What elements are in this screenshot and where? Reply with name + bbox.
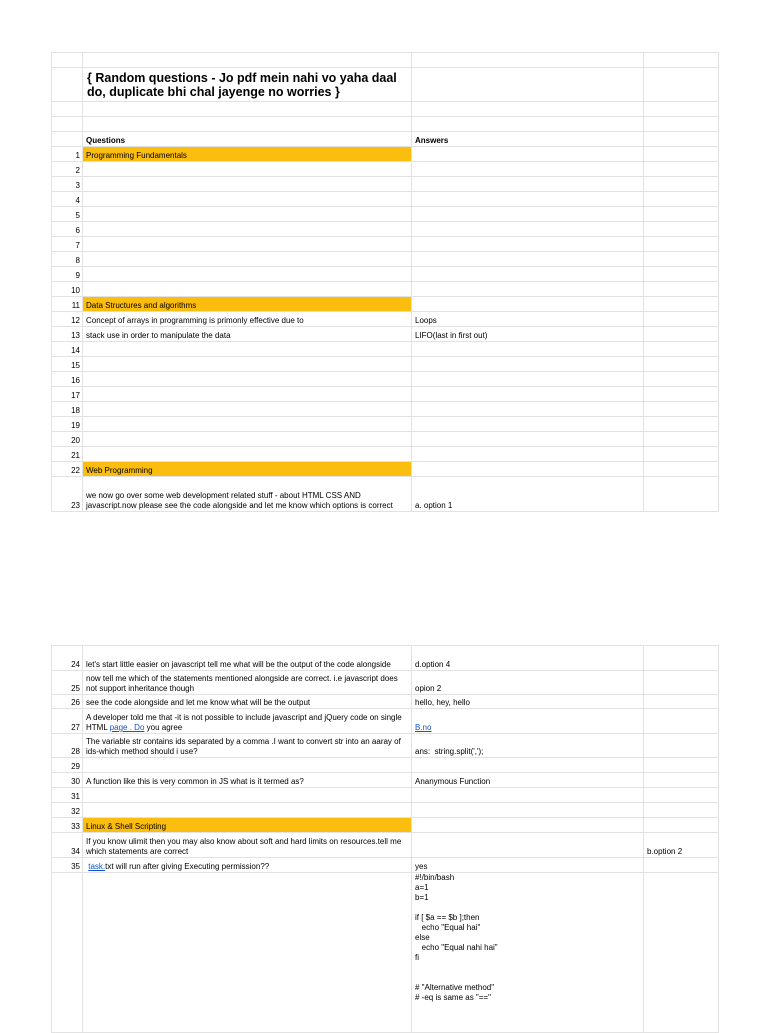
- question-cell[interactable]: [83, 222, 412, 237]
- question-cell[interactable]: [83, 432, 412, 447]
- answer-cell[interactable]: ans: string.split(',');: [412, 734, 644, 758]
- extra-cell[interactable]: [644, 462, 719, 477]
- extra-cell[interactable]: [644, 222, 719, 237]
- extra-cell[interactable]: [644, 297, 719, 312]
- table-row: [52, 117, 719, 132]
- cell[interactable]: [644, 53, 719, 68]
- answer-cell[interactable]: hello, hey, hello: [412, 695, 644, 709]
- table-row: [52, 68, 719, 102]
- question-cell[interactable]: [83, 758, 412, 773]
- question-cell[interactable]: [83, 803, 412, 818]
- question-cell[interactable]: [83, 282, 412, 297]
- answer-cell[interactable]: [412, 833, 644, 858]
- answer-cell[interactable]: [412, 402, 644, 417]
- cell[interactable]: [83, 53, 412, 68]
- answers-header[interactable]: Answers: [412, 132, 644, 147]
- sheet-title[interactable]: { Random questions - Jo pdf mein nahi vo yaha daal do, duplicate bhi chal jayenge no worries }: [83, 68, 412, 102]
- extra-cell[interactable]: [644, 147, 719, 162]
- row-number: 32: [52, 803, 83, 818]
- question-cell[interactable]: [83, 788, 412, 803]
- table-row: [52, 803, 719, 818]
- extra-cell[interactable]: [644, 372, 719, 387]
- header-row: [52, 132, 719, 147]
- answer-cell[interactable]: [412, 147, 644, 162]
- cell[interactable]: [644, 117, 719, 132]
- answer-cell[interactable]: [412, 207, 644, 222]
- answer-cell[interactable]: [412, 237, 644, 252]
- cell[interactable]: [412, 68, 644, 102]
- question-cell[interactable]: A function like this is very common in JS what is it termed as?: [83, 773, 412, 788]
- cell[interactable]: [644, 873, 719, 1033]
- question-cell[interactable]: [83, 402, 412, 417]
- question-cell[interactable]: [83, 267, 412, 282]
- cell[interactable]: [412, 102, 644, 117]
- answer-cell[interactable]: [412, 432, 644, 447]
- question-cell[interactable]: [83, 192, 412, 207]
- row-number: 4: [52, 192, 83, 207]
- row-number: 28: [52, 734, 83, 758]
- extra-cell[interactable]: [644, 417, 719, 432]
- question-cell[interactable]: Concept of arrays in programming is primonly effective due to: [83, 312, 412, 327]
- question-text-end: txt will run after giving Executing permission??: [105, 862, 270, 871]
- extra-cell[interactable]: [644, 207, 719, 222]
- table-row: [52, 833, 719, 858]
- cell[interactable]: [52, 102, 83, 117]
- section-header-cell[interactable]: Programming Fundamentals: [83, 147, 412, 162]
- row-number: 17: [52, 387, 83, 402]
- cell[interactable]: [52, 117, 83, 132]
- table-row: [52, 447, 719, 462]
- question-cell[interactable]: [83, 237, 412, 252]
- question-text-end: you agree: [144, 723, 183, 732]
- extra-cell[interactable]: [644, 282, 719, 297]
- table-row: [52, 147, 719, 162]
- row-number: 22: [52, 462, 83, 477]
- cell[interactable]: [52, 873, 83, 1033]
- row-number: 26: [52, 695, 83, 709]
- extra-cell[interactable]: [644, 237, 719, 252]
- question-cell[interactable]: [83, 387, 412, 402]
- answer-cell[interactable]: [412, 788, 644, 803]
- row-number: 24: [52, 646, 83, 671]
- extra-cell[interactable]: [644, 818, 719, 833]
- answer-cell[interactable]: [412, 177, 644, 192]
- question-cell[interactable]: The variable str contains ids separated by a comma .I want to convert str into an aaray of ids-which method should i use?: [83, 734, 412, 758]
- task-link[interactable]: task.: [88, 862, 106, 871]
- row-number: 12: [52, 312, 83, 327]
- question-cell[interactable]: [83, 162, 412, 177]
- extra-cell[interactable]: [644, 402, 719, 417]
- table-row: [52, 709, 719, 734]
- row-number: 25: [52, 671, 83, 695]
- answer-cell[interactable]: a. option 1: [412, 477, 644, 512]
- row-number: 13: [52, 327, 83, 342]
- table-row: [52, 237, 719, 252]
- answer-cell[interactable]: Ananymous Function: [412, 773, 644, 788]
- row-number: 10: [52, 282, 83, 297]
- extra-cell[interactable]: [644, 162, 719, 177]
- section-header-cell[interactable]: Linux & Shell Scripting: [83, 818, 412, 833]
- answer-cell[interactable]: [412, 357, 644, 372]
- table-row: [52, 102, 719, 117]
- extra-cell[interactable]: [644, 357, 719, 372]
- table-row: [52, 432, 719, 447]
- table-row: [52, 312, 719, 327]
- table-row: [52, 177, 719, 192]
- table-row: [52, 818, 719, 833]
- question-cell[interactable]: [83, 252, 412, 267]
- table-row: [52, 734, 719, 758]
- table-row: [52, 252, 719, 267]
- cell[interactable]: [412, 117, 644, 132]
- extra-cell[interactable]: [644, 773, 719, 788]
- question-cell[interactable]: let's start little easier on javascript tell me what will be the output of the code alongside: [83, 646, 412, 671]
- cell[interactable]: [83, 102, 412, 117]
- extra-cell[interactable]: [644, 646, 719, 671]
- question-cell[interactable]: [83, 342, 412, 357]
- extra-cell[interactable]: [644, 177, 719, 192]
- table-row: [52, 402, 719, 417]
- extra-cell[interactable]: [644, 267, 719, 282]
- row-number: 15: [52, 357, 83, 372]
- table-row: [52, 858, 719, 873]
- row-number: 33: [52, 818, 83, 833]
- answer-cell[interactable]: opion 2: [412, 671, 644, 695]
- sheet-table-bottom: [51, 645, 719, 1033]
- extra-cell[interactable]: [644, 858, 719, 873]
- table-row: [52, 162, 719, 177]
- table-row: [52, 788, 719, 803]
- table-row: [52, 267, 719, 282]
- answer-cell[interactable]: Loops: [412, 312, 644, 327]
- answer-cell[interactable]: [412, 417, 644, 432]
- table-row: [52, 417, 719, 432]
- row-number: 18: [52, 402, 83, 417]
- row-number: 35: [52, 858, 83, 873]
- answer-cell[interactable]: [412, 192, 644, 207]
- extra-cell[interactable]: [644, 327, 719, 342]
- answer-cell[interactable]: [412, 818, 644, 833]
- table-row: [52, 387, 719, 402]
- row-number: 16: [52, 372, 83, 387]
- table-row: [52, 297, 719, 312]
- row-number: 14: [52, 342, 83, 357]
- answer-cell[interactable]: [412, 342, 644, 357]
- row-number: 31: [52, 788, 83, 803]
- question-cell[interactable]: [83, 709, 412, 734]
- extra-cell[interactable]: [644, 447, 719, 462]
- answer-cell[interactable]: [412, 803, 644, 818]
- table-row: [52, 327, 719, 342]
- extra-cell[interactable]: [644, 192, 719, 207]
- row-number: 5: [52, 207, 83, 222]
- question-cell[interactable]: If you know ulimit then you may also know about soft and hard limits on resources.tell me which statements are correct: [83, 833, 412, 858]
- question-cell[interactable]: we now go over some web development related stuff - about HTML CSS AND javascript.now please see the code alongside and let me know which options is correct: [83, 477, 412, 512]
- table-row: [52, 462, 719, 477]
- cell[interactable]: [83, 117, 412, 132]
- table-row: [52, 53, 719, 68]
- row-number: 23: [52, 477, 83, 512]
- answer-cell[interactable]: [412, 709, 644, 734]
- extra-cell[interactable]: [644, 734, 719, 758]
- row-number: 9: [52, 267, 83, 282]
- answer-cell[interactable]: [412, 372, 644, 387]
- question-cell[interactable]: [83, 357, 412, 372]
- table-row: [52, 477, 719, 512]
- extra-cell[interactable]: [644, 477, 719, 512]
- answer-cell[interactable]: [412, 222, 644, 237]
- table-row: [52, 773, 719, 788]
- question-text: A developer told me that -it is not possible to include javascript and jQuery code on single HTML: [86, 713, 404, 732]
- row-number: 11: [52, 297, 83, 312]
- cell[interactable]: [412, 53, 644, 68]
- answer-cell[interactable]: [412, 387, 644, 402]
- script-answer-cell[interactable]: #!/bin/bash a=1 b=1 if [ $a == $b ];then echo "Equal hai" else echo "Equal nahi hai" fi # "Alternative method" # -eq is same as "==": [412, 873, 644, 1033]
- extra-cell[interactable]: [644, 671, 719, 695]
- extra-cell[interactable]: [644, 758, 719, 773]
- page-link[interactable]: page . Do: [109, 723, 145, 732]
- row-number: 29: [52, 758, 83, 773]
- row-number: 8: [52, 252, 83, 267]
- table-row: [52, 282, 719, 297]
- answer-cell[interactable]: [412, 162, 644, 177]
- table-row: [52, 671, 719, 695]
- table-row: [52, 342, 719, 357]
- row-number: 20: [52, 432, 83, 447]
- answer-cell[interactable]: [412, 758, 644, 773]
- section-header-cell[interactable]: Data Structures and algorithms: [83, 297, 412, 312]
- cell[interactable]: [644, 132, 719, 147]
- answer-cell[interactable]: yes: [412, 858, 644, 873]
- row-number: 1: [52, 147, 83, 162]
- answer-cell[interactable]: [412, 267, 644, 282]
- question-cell[interactable]: [83, 177, 412, 192]
- answer-cell[interactable]: [412, 282, 644, 297]
- extra-cell[interactable]: [644, 312, 719, 327]
- extra-cell[interactable]: [644, 695, 719, 709]
- cell[interactable]: [644, 102, 719, 117]
- answer-link[interactable]: B.no: [415, 723, 432, 732]
- answer-cell[interactable]: LIFO(last in first out): [412, 327, 644, 342]
- questions-header[interactable]: Questions: [83, 132, 412, 147]
- table-row: [52, 873, 719, 1033]
- table-row: [52, 207, 719, 222]
- section-header-cell[interactable]: Web Programming: [83, 462, 412, 477]
- row-number: 34: [52, 833, 83, 858]
- extra-cell[interactable]: [644, 803, 719, 818]
- question-cell[interactable]: [83, 447, 412, 462]
- row-number: 2: [52, 162, 83, 177]
- extra-cell[interactable]: [644, 252, 719, 267]
- cell[interactable]: [644, 68, 719, 102]
- extra-cell[interactable]: [644, 342, 719, 357]
- table-row: [52, 758, 719, 773]
- row-number: 27: [52, 709, 83, 734]
- row-number: 3: [52, 177, 83, 192]
- question-cell[interactable]: stack use in order to manipulate the data: [83, 327, 412, 342]
- question-cell[interactable]: [83, 372, 412, 387]
- table-row: [52, 646, 719, 671]
- question-cell[interactable]: [83, 417, 412, 432]
- question-cell[interactable]: see the code alongside and let me know what will be the output: [83, 695, 412, 709]
- row-number: 19: [52, 417, 83, 432]
- table-row: [52, 372, 719, 387]
- answer-cell[interactable]: [412, 447, 644, 462]
- extra-cell[interactable]: b.option 2: [644, 833, 719, 858]
- table-row: [52, 357, 719, 372]
- cell[interactable]: [83, 873, 412, 1033]
- question-cell[interactable]: [83, 207, 412, 222]
- answer-cell[interactable]: [412, 252, 644, 267]
- cell[interactable]: [52, 68, 83, 102]
- question-cell[interactable]: [83, 858, 412, 873]
- extra-cell[interactable]: [644, 709, 719, 734]
- cell[interactable]: [52, 132, 83, 147]
- sheet-table-top: [51, 52, 719, 512]
- question-cell[interactable]: now tell me which of the statements mentioned alongside are correct. i.e javascript does not support inheritance though: [83, 671, 412, 695]
- answer-cell[interactable]: [412, 297, 644, 312]
- table-row: [52, 695, 719, 709]
- extra-cell[interactable]: [644, 788, 719, 803]
- row-number: 21: [52, 447, 83, 462]
- row-number: 30: [52, 773, 83, 788]
- answer-cell[interactable]: d.option 4: [412, 646, 644, 671]
- table-row: [52, 192, 719, 207]
- row-number: 7: [52, 237, 83, 252]
- extra-cell[interactable]: [644, 387, 719, 402]
- cell[interactable]: [52, 53, 83, 68]
- row-number: 6: [52, 222, 83, 237]
- table-row: [52, 222, 719, 237]
- answer-cell[interactable]: [412, 462, 644, 477]
- extra-cell[interactable]: [644, 432, 719, 447]
